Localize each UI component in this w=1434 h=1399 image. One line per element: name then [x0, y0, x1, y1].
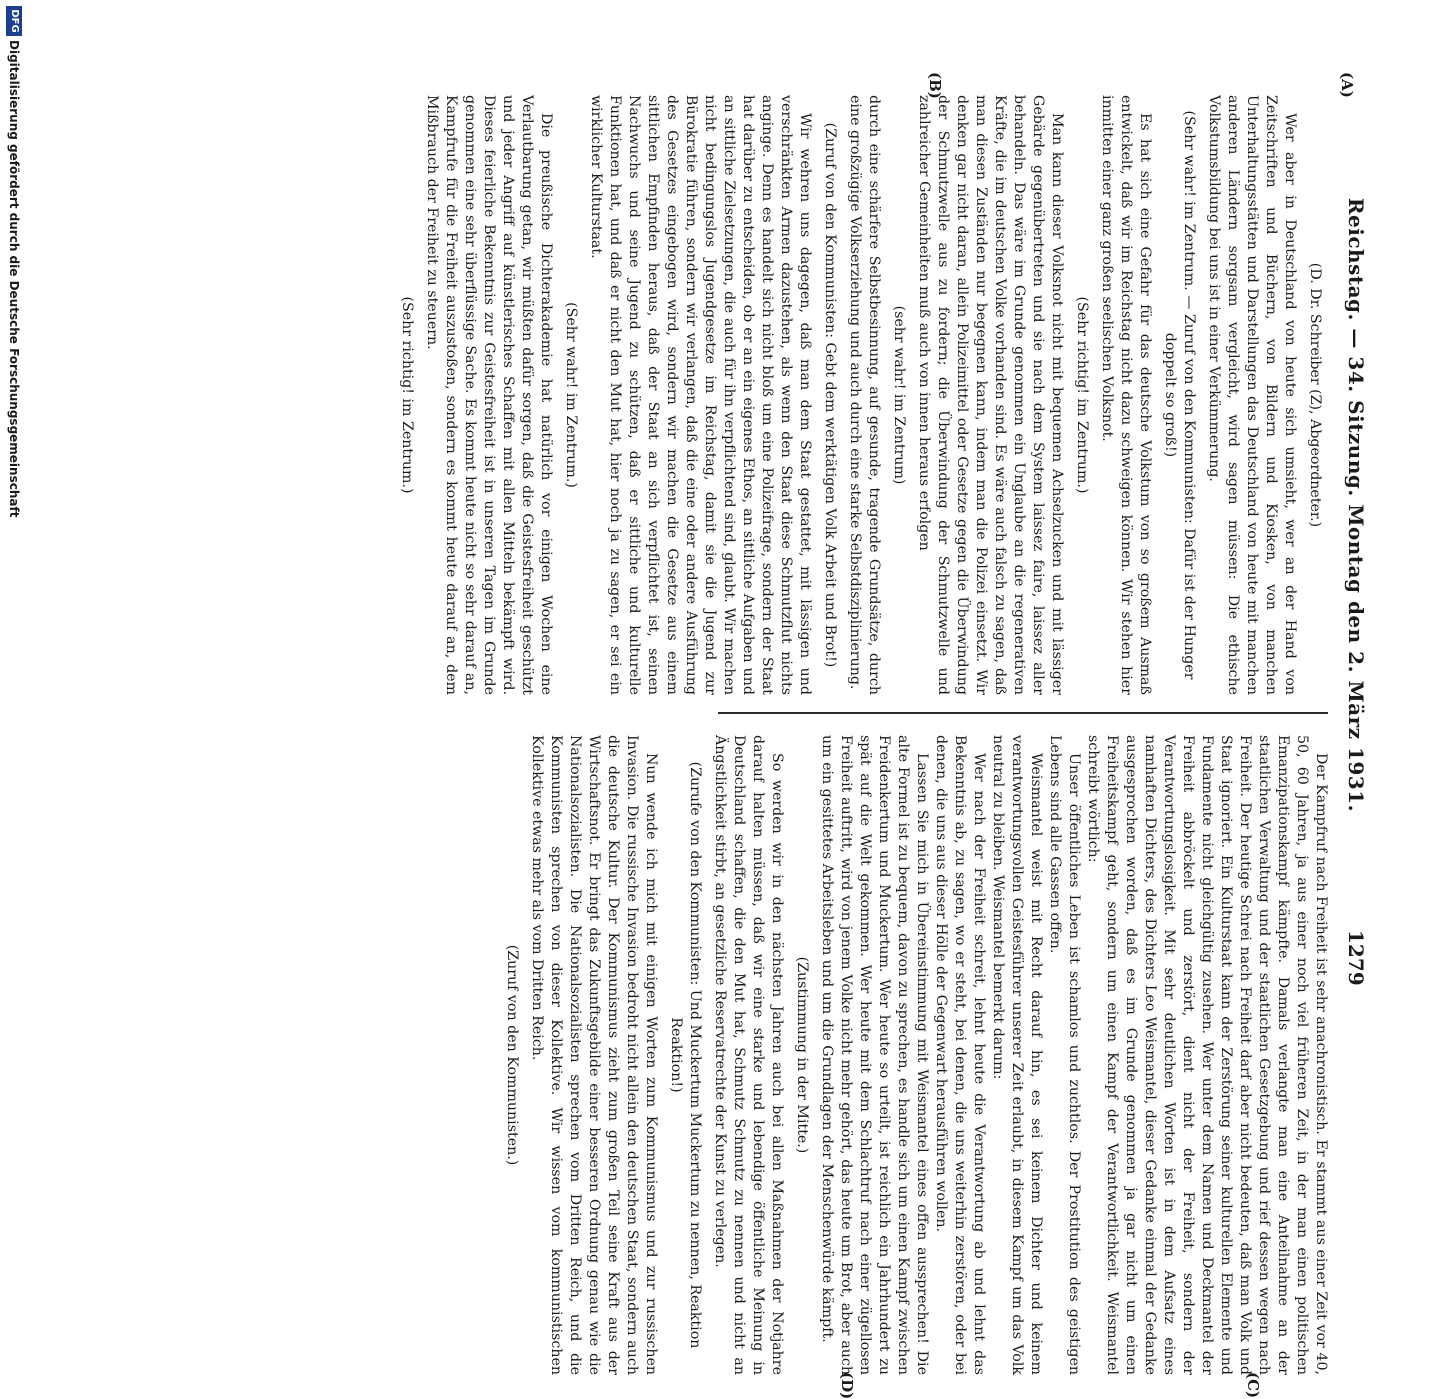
margin-marker-b: (B): [926, 72, 944, 99]
interjection: (Sehr wahr! im Zentrum.): [563, 302, 579, 488]
paragraph: So werden wir in den nächsten Jahren auch bei allen Maßnahmen der Notjahre darauf halten müssen, daß wir eine starke und lebendige öffentliche Meinung in Deutschland schaffen, die den Mut hat, Schmutz Schmutz zu nennen und nicht an Ängstlichkeit stirbt, an gesetzliche Reservatrechte der Kunst zu verlegen.: [712, 735, 785, 1375]
quote: Unser öffentliches Leben ist schamlos und zuchtlos. Der Prostitution des geistigen Lebens sind alle Gassen offen.: [1047, 735, 1082, 1375]
paragraph: Der Kampfruf nach Freiheit ist sehr anachronistisch. Er stammt aus einer Zeit vor 40, 50, 60 Jahren, ja aus einer noch viel früheren Zeit, in der man einen politischen Emanzipationskampf kämpfte. Damals verlangte man eine Anteilnahme an der staatlichen Verwaltung und der staatlichen Gesetzgebung und rief dessen wegen nach Freiheit. Der heutige Schrei nach Freiheit darf aber nicht bedeuten, daß man Volk und Staat ignoriert. Ein Kulturstaat kann der Zerstörung seiner kulturellen Elemente und Fundamente nicht gleichgültig zusehen. Wer unter dem Namen und Deckmantel der Freiheit abbröckelt und zerstört, dient nicht der Freiheit, sondern der Verantwortungslosigkeit. Mit sehr deutlichen Worten ist in dem Aufsatz eines namhaften Dichters, des Dichters Leo Weismantel, dieser Gedanke einmal der Gedanke ausgesprochen worden, daß es im Grunde genommen ja gar nicht um einen Freiheitskampf geht, sondern um einen Kampf der Verantwortlichkeit. Weismantel schreibt wörtlich:: [1085, 735, 1329, 1375]
paragraph: durch eine schärfere Selbstbesinnung, auf gesunde, tragende Grundsätze, durch eine großzügige Volkserziehung und auch durch eine starke Selbstdisziplinierung.: [847, 95, 882, 695]
left-column: [391, 95, 1330, 695]
paragraph: Die preußische Dichterakademie hat natürlich vor einigen Wochen eine Verlautbarung getan, wir müßten dafür sorgen, daß die Geistesfreiheit geschützt und jeder Angriff auf künstlerisches Schaffen mit allen Mitteln bekämpft wird. Dieses feierliche Bekenntnis zur Geistesfreiheit ist in unseren Tagen im Grunde genommen eine sehr überflüssige Sache. Es kommt heute nicht so sehr darauf an, Kampfrufe für die Freiheit auszustoßen, sondern es kommt heute darauf an, dem Mißbrauch der Freiheit zu steuern.: [424, 95, 554, 695]
speaker-line: (D. Dr. Schreiber (Z), Abgeordneter.): [1307, 262, 1323, 528]
paragraph: Es hat sich eine Gefahr für das deutsche Volkstum von so großem Ausmaß entwickelt, daß wir im Reichstag nicht dazu schweigen können. Wir stehen hier inmitten einer ganz großen seelischen Volksnot.: [1099, 95, 1153, 695]
margin-marker-a: (A): [1338, 72, 1356, 98]
interjection: (Zuruf von den Kommunisten: Gebt dem werktätigen Volk Arbeit und Brot!): [822, 122, 838, 668]
interjection: (Sehr richtig! im Zentrum.): [1074, 296, 1090, 494]
interjection: (Zurufe von den Kommunisten: Und Muckertum Muckertum zu nennen, Reaktion Reaktion!): [668, 761, 703, 1349]
paragraph: Man kann dieser Volksnot nicht mit bequemen Achselzucken und mit lässiger Gebärde gegenübertreten und sie nach dem System laissez faire, laissez aller behandeln. Das wäre im Grunde genommen ein Unglaube an die regenerativen Kräfte, die im deutschen Volke vorhanden sind. Es wäre auch falsch zu sagen, daß man diesen Zuständen nur begegnen kann, indem man die Polizei einsetzt. Wir denken gar nicht daran, allein Polizeimittel oder Gesetze gegen die Überwindung der Schmutzwelle aus zu fordern; die Überwindung der Schmutzwelle und zahlreicher Gemeinheiten muß auch von innen heraus erfolgen: [916, 95, 1065, 695]
quote: Wer nach der Freiheit schreit, lehnt heute die Verantwortung ab und lehnt das Bekenntnis ab, zu sagen, wo er steht, bei denen, die uns weiterhin zerstören, oder bei denen, die uns aus dieser Hölle der Gegenwart herausführen wollen.: [933, 735, 987, 1375]
column-divider: [718, 712, 1328, 714]
margin-marker-d: (D): [838, 1372, 856, 1399]
paragraph: Wir wehren uns dagegen, daß man dem Staat gestattet, mit lässigen und verschränkten Armen dazustehen, als wenn den Staat diese Schmutzflut nichts anginge. Denn es handelt sich nicht bloß um eine Polizeifrage, sondern der Staat hat darüber zu entscheiden, ob er an ein eigenes Ethos, an sittliche Aufgaben und an sittliche Zielsetzungen, die auch für ihn verpflichtend sind, glaubt. Wir machen nicht bedingungslos Jugendgesetze im Reichstag, damit sie die Jugend zur Bürokratie führen, sondern wir verlangen, daß die eine oder andere Ausführung des Gesetzes eingebogen wird, sondern wir machen die Gesetze aus einem sittlichen Empfinden heraus, daß der Staat an sich verpflichtet ist, seinen Nachwuchs und seine Jugend zu schützen, daß er sittliche und kulturelle Funktionen hat, und daß er nicht den Mut hat, hier noch ja zu sagen, er sei ein wirklicher Kulturstaat.: [588, 95, 813, 695]
funding-note: Digitalisierung gefördert durch die Deutsche Forschungsgemeinschaft: [7, 40, 21, 518]
paragraph: Weismantel weist mit Recht darauf hin, es sei keinem Dichter und keinem verantwortungsvollen Geistesführer unserer Zeit erlaubt, in diesem Kampf um das Volk neutral zu bleiben. Weismantel bemerkt darum:: [990, 735, 1044, 1375]
header-title: Reichstag. — 34. Sitzung. Montag den 2. März 1931.: [1344, 197, 1368, 813]
dfg-logo: DFG: [6, 6, 22, 36]
margin-marker-c: (C): [1244, 1372, 1262, 1399]
interjection: (sehr wahr! im Zentrum): [891, 305, 907, 485]
paragraph: Lassen Sie mich in Übereinstimmung mit Weismantel eines offen aussprechen! Die alte Formel ist zu bequem, davon zu sprechen, es handle sich um einen Kampf zwischen Freidenkertum und Muckertum. Wer heute so urteilt, ist reichlich ein Jahrhundert zu spät auf die Welt gekommen. Wer heute mit dem Schlachtruf nach einer zügellosen Freiheit auftritt, wird von jenem Volke nicht mehr gehört, das heute um Brot, aber auch um ein gesittetes Arbeitsleben und um die Grundlagen der Menschenwürde kämpft.: [819, 735, 930, 1375]
paragraph: Nun wende ich mich mit einigen Worten zum Kommunismus und zur russischen Invasion. Die russische Invasion bedroht nicht allein den deutschen Staat, sondern auch die deutsche Kultur. Der Kommunismus zieht zum großen Teil seine Kraft aus der Wirtschaftsnot. Er bringt das Zukunftsgebilde einer besseren Ordnung genau wie die Nationalsozialisten. Die Nationalsozialisten sprechen vom Dritten Reich, und die Kommunisten sprechen von dieser Kollektive. Wir wissen vom kommunistischen Kollektive etwas mehr als vom Dritten Reich.: [529, 735, 659, 1375]
paragraph: Wer aber in Deutschland von heute sich umsieht, wer an der Hand von Zeitschriften und Büchern, von Bildern und Kiosken, von manchen Unterhaltungsstätten und Darstellungen das Deutschland von heute mit manchen anderen Ländern sorgsam vergleicht, wird sagen müssen: Die ethische Volkstumsbildung bei uns ist in einer Verkümmerung.: [1206, 95, 1298, 695]
interjection: (Zuruf von den Kommunisten.): [504, 944, 520, 1166]
interjection: (Sehr richtig! im Zentrum.): [399, 296, 415, 494]
page-header: [1332, 0, 1372, 1000]
interjection: (Sehr wahr! im Zentrum. — Zuruf von den Kommunisten: Dafür ist der Hunger doppelt so groß!): [1162, 110, 1197, 680]
page-number: 1279: [1344, 930, 1368, 986]
right-column: [496, 735, 1330, 1375]
interjection: (Zustimmung in der Mitte.): [794, 956, 810, 1154]
funding-footer: [2, 0, 24, 1000]
